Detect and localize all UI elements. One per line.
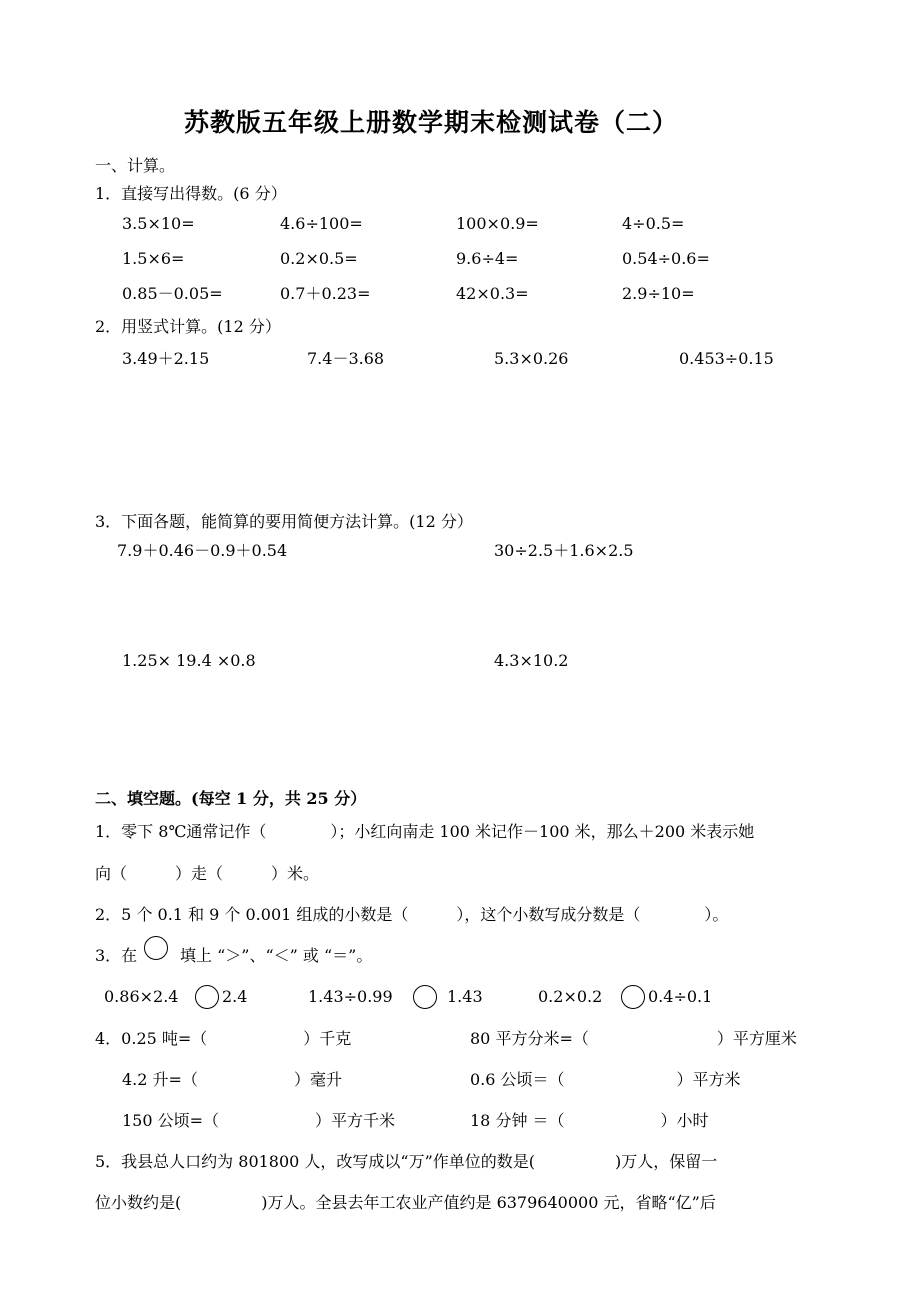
q1-item: 42×0.3=	[456, 284, 529, 303]
q1-item: 0.7＋0.23=	[280, 284, 371, 303]
q3-item: 30÷2.5＋1.6×2.5	[494, 541, 634, 560]
s2-q4-item: 4．0.25 吨=（ ）千克	[95, 1029, 352, 1048]
q1-item: 4÷0.5=	[622, 214, 685, 233]
q3-item: 4.3×10.2	[494, 651, 569, 670]
s2-q3-prefix: 3．在	[95, 946, 138, 965]
q3-item: 7.9＋0.46－0.9＋0.54	[117, 541, 288, 560]
q2-item: 5.3×0.26	[494, 349, 569, 368]
compare-circle-icon[interactable]	[195, 985, 219, 1009]
s2-q4-item: 80 平方分米=（ ）平方厘米	[470, 1029, 797, 1048]
page-title: 苏教版五年级上册数学期末检测试卷（二）	[184, 108, 679, 137]
compare-left: 0.2×0.2	[538, 987, 603, 1006]
q1-item: 0.2×0.5=	[280, 249, 358, 268]
section2-heading: 二、填空题。(每空 1 分，共 25 分）	[95, 789, 367, 808]
q3-label: 3．下面各题，能简算的要用简便方法计算。(12 分）	[95, 512, 473, 531]
s2-q5-line1: 5．我县总人口约为 801800 人，改写成以“万”作单位的数是( )万人，保留一	[95, 1152, 718, 1171]
q1-item: 1.5×6=	[122, 249, 185, 268]
s2-q4-item: 150 公顷=（ ）平方千米	[122, 1111, 396, 1130]
s2-q1-line2: 向（ ）走（ ）米。	[95, 864, 320, 883]
q1-item: 4.6÷100=	[280, 214, 363, 233]
compare-right: 2.4	[222, 987, 248, 1006]
q1-item: 9.6÷4=	[456, 249, 519, 268]
q1-item: 2.9÷10=	[622, 284, 695, 303]
q2-item: 7.4－3.68	[307, 349, 385, 368]
compare-right: 0.4÷0.1	[648, 987, 713, 1006]
s2-q1-line1: 1．零下 8℃通常记作（ ）；小红向南走 100 米记作－100 米，那么＋200 米表示她	[95, 822, 755, 841]
q2-label: 2．用竖式计算。(12 分）	[95, 317, 281, 336]
q1-label: 1．直接写出得数。(6 分）	[95, 184, 287, 203]
q1-item: 100×0.9=	[456, 214, 539, 233]
q2-item: 3.49＋2.15	[122, 349, 210, 368]
q2-item: 0.453÷0.15	[679, 349, 774, 368]
compare-circle-icon	[144, 936, 168, 960]
s2-q3-suffix: 填上 “＞”、“＜” 或 “＝”。	[180, 946, 373, 965]
compare-circle-icon[interactable]	[413, 985, 437, 1009]
compare-left: 1.43÷0.99	[308, 987, 393, 1006]
section1-heading: 一、计算。	[95, 156, 176, 175]
compare-right: 1.43	[447, 987, 483, 1006]
s2-q4-item: 18 分钟 ＝（ ）小时	[470, 1111, 709, 1130]
q1-item: 0.85－0.05=	[122, 284, 223, 303]
s2-q4-item: 4.2 升=（ ）毫升	[122, 1070, 342, 1089]
q1-item: 3.5×10=	[122, 214, 195, 233]
s2-q2: 2．5 个 0.1 和 9 个 0.001 组成的小数是（ ），这个小数写成分数是（ ）。	[95, 905, 729, 924]
q1-item: 0.54÷0.6=	[622, 249, 710, 268]
compare-circle-icon[interactable]	[621, 985, 645, 1009]
s2-q4-item: 0.6 公顷＝（ ）平方米	[470, 1070, 741, 1089]
s2-q5-line2: 位小数约是( )万人。全县去年工农业产值约是 6379640000 元，省略“亿”后	[95, 1193, 716, 1212]
compare-left: 0.86×2.4	[104, 987, 179, 1006]
q3-item: 1.25× 19.4 ×0.8	[122, 651, 256, 670]
